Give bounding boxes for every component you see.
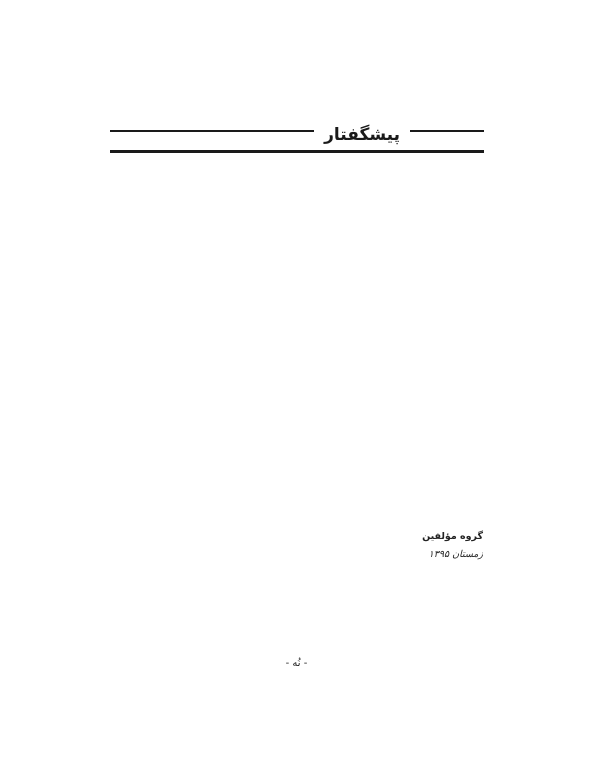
title-rule-bottom xyxy=(110,150,484,153)
title-rule-top xyxy=(110,130,484,132)
title-block xyxy=(110,125,484,145)
page-number: - نُه - xyxy=(285,658,308,669)
signature-block xyxy=(422,528,483,564)
signature-date: زمستان ۱۳۹۵ xyxy=(428,549,483,560)
page-title: پیشگفتار xyxy=(324,125,400,145)
title-box xyxy=(314,124,410,146)
signature-author: گروه مؤلفین xyxy=(422,531,483,542)
